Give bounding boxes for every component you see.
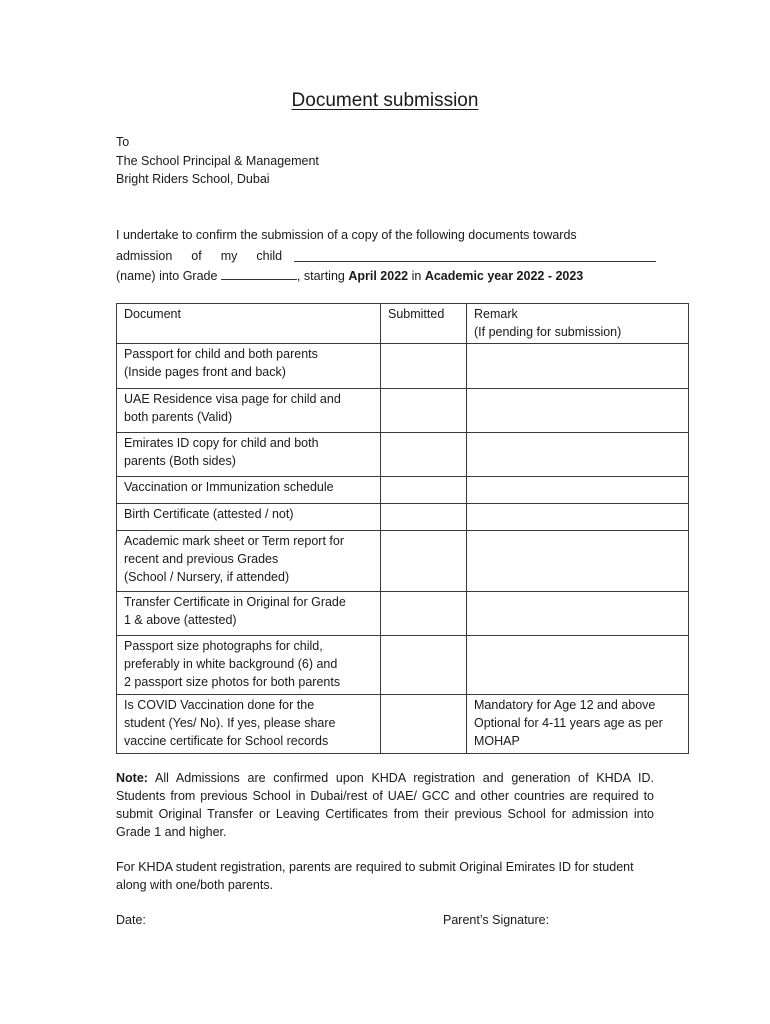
table-row	[117, 504, 689, 531]
remark-cell[interactable]	[467, 344, 689, 389]
child-name-blank[interactable]	[294, 246, 656, 262]
remark-line: MOHAP	[474, 734, 520, 748]
undertaking-line-2	[116, 246, 656, 267]
khda-paragraph: For KHDA student registration, parents are required to submit Original Emirates ID for student along with one/both parents.	[116, 860, 634, 892]
grade-blank[interactable]	[221, 267, 297, 280]
address-block	[116, 133, 319, 189]
in-text: in	[411, 269, 422, 283]
remark-cell[interactable]	[467, 531, 689, 592]
document-line: 1 & above (attested)	[124, 613, 237, 627]
header-remark	[467, 304, 689, 344]
document-cell	[117, 344, 381, 389]
document-line: (School / Nursery, if attended)	[124, 570, 290, 584]
document-cell	[117, 504, 381, 531]
remark-cell	[467, 695, 689, 754]
document-line: parents (Both sides)	[124, 454, 236, 468]
address-recipient: The School Principal & Management	[116, 153, 319, 168]
remark-line: Mandatory for Age 12 and above	[474, 698, 656, 712]
document-line: student (Yes/ No). If yes, please share	[124, 716, 336, 730]
table-row	[117, 433, 689, 477]
document-cell	[117, 477, 381, 504]
note-label: Note:	[116, 771, 148, 785]
document-line: Vaccination or Immunization schedule	[124, 480, 334, 494]
document-line: both parents (Valid)	[124, 410, 233, 424]
remark-cell[interactable]	[467, 433, 689, 477]
table-row	[117, 531, 689, 592]
word-my: my	[220, 248, 238, 263]
document-line: Academic mark sheet or Term report for	[124, 534, 344, 548]
name-into-grade: (name) into Grade	[116, 269, 218, 283]
word-admission: admission	[116, 248, 173, 263]
submitted-cell[interactable]	[381, 504, 467, 531]
document-line: 2 passport size photos for both parents	[124, 675, 341, 689]
submitted-cell[interactable]	[381, 531, 467, 592]
document-line: Emirates ID copy for child and both	[124, 436, 319, 450]
starting-text: , starting	[296, 269, 345, 283]
undertaking-line-3	[116, 269, 583, 283]
remark-cell[interactable]	[467, 477, 689, 504]
submitted-cell[interactable]	[381, 636, 467, 695]
header-remark-label: Remark	[474, 307, 518, 321]
submitted-cell[interactable]	[381, 433, 467, 477]
header-submitted: Submitted	[381, 304, 467, 344]
address-to: To	[116, 135, 130, 149]
document-line: vaccine certificate for School records	[124, 734, 329, 748]
submitted-cell[interactable]	[381, 592, 467, 636]
document-line: preferably in white background (6) and	[124, 657, 338, 671]
document-cell	[117, 636, 381, 695]
page-title: Document submission	[291, 90, 479, 111]
header-remark-sub: (If pending for submission)	[474, 325, 622, 339]
table-header-row	[117, 304, 689, 344]
academic-year: Academic year 2022 - 2023	[424, 269, 584, 283]
remark-line: Optional for 4-11 years age as per	[474, 716, 663, 730]
undertaking-line-1: I undertake to confirm the submission of a copy of the following documents towards	[116, 228, 577, 242]
remark-cell[interactable]	[467, 389, 689, 433]
document-line: Transfer Certificate in Original for Grade	[124, 595, 346, 609]
document-line: Passport size photographs for child,	[124, 639, 323, 653]
table-row	[117, 592, 689, 636]
submitted-cell[interactable]	[381, 344, 467, 389]
undertaking-paragraph	[116, 225, 656, 287]
table-row	[117, 344, 689, 389]
note-paragraph	[116, 769, 654, 841]
document-cell	[117, 433, 381, 477]
document-line: UAE Residence visa page for child and	[124, 392, 341, 406]
document-cell	[117, 531, 381, 592]
table-row	[117, 389, 689, 433]
signature-label: Parent’s Signature:	[443, 913, 550, 927]
remark-cell[interactable]	[467, 592, 689, 636]
document-cell	[117, 389, 381, 433]
submitted-cell[interactable]	[381, 477, 467, 504]
document-line: (Inside pages front and back)	[124, 365, 286, 379]
word-child: child	[256, 248, 283, 263]
documents-table	[116, 303, 689, 754]
document-line: Is COVID Vaccination done for the	[124, 698, 315, 712]
note-text: All Admissions are confirmed upon KHDA registration and generation of KHDA ID. Students from previous School in Dubai/rest of UAE/ GCC and other countries are required to submit Original Transfer or Leaving Certificates from their previous School for admission into Grade 1 and higher.	[116, 771, 654, 839]
document-line: recent and previous Grades	[124, 552, 279, 566]
submitted-cell[interactable]	[381, 389, 467, 433]
table-row	[117, 636, 689, 695]
document-line: Passport for child and both parents	[124, 347, 318, 361]
document-cell	[117, 592, 381, 636]
start-date: April 2022	[348, 269, 409, 283]
date-label: Date:	[116, 913, 146, 927]
address-school: Bright Riders School, Dubai	[116, 172, 270, 186]
remark-cell[interactable]	[467, 636, 689, 695]
remark-cell[interactable]	[467, 504, 689, 531]
submitted-cell[interactable]	[381, 695, 467, 754]
header-document: Document	[117, 304, 381, 344]
table-row	[117, 695, 689, 754]
word-of: of	[191, 248, 202, 263]
table-row	[117, 477, 689, 504]
document-line: Birth Certificate (attested / not)	[124, 507, 294, 521]
document-cell	[117, 695, 381, 754]
